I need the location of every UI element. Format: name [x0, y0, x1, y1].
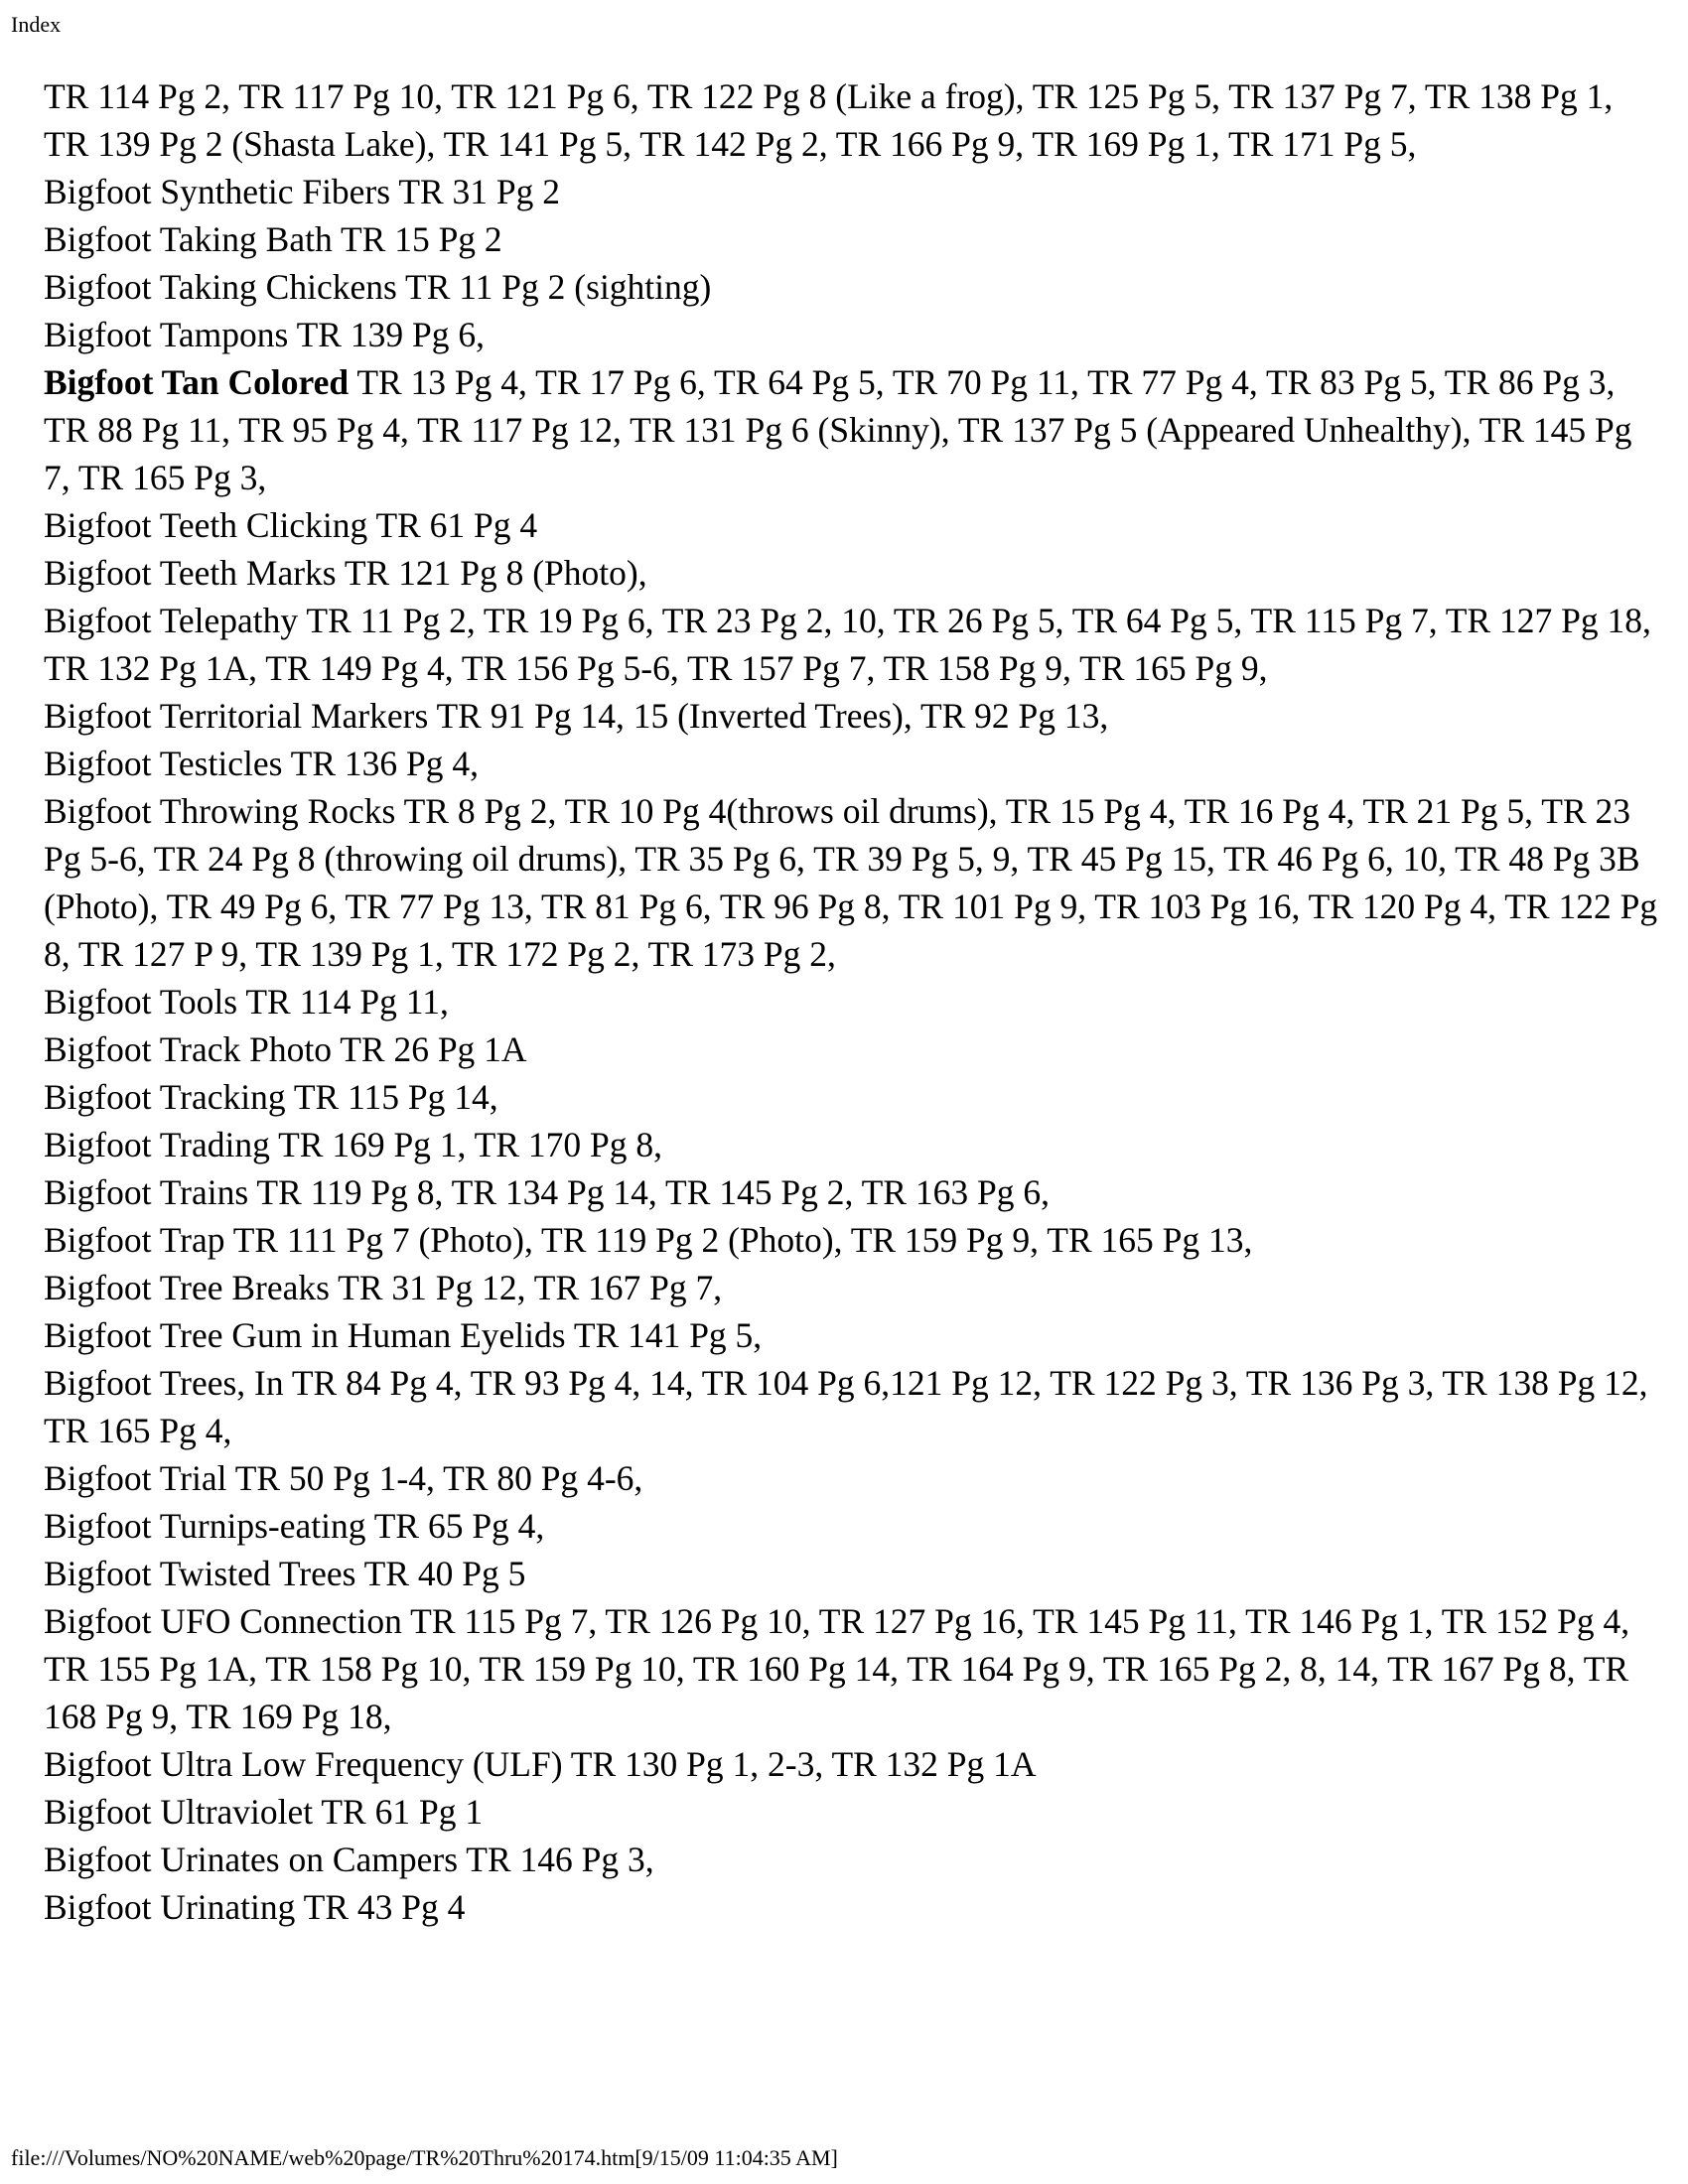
- index-entry-term: Bigfoot Taking Chickens: [44, 267, 397, 307]
- index-entry-term: Bigfoot Tree Gum in Human Eyelids: [44, 1315, 566, 1355]
- index-entry-refs: TR 139 Pg 6,: [296, 315, 485, 354]
- index-entry-term: Bigfoot Tools: [44, 982, 238, 1022]
- index-entry-refs: TR 115 Pg 7, TR 126 Pg 10, TR 127 Pg 16, TR 145 Pg 11, TR 146 Pg 1, TR 152 Pg 4, TR 155 Pg 1A, TR 158 Pg 10, TR 159 Pg 10, TR 160 Pg 14, TR 164 Pg 9, TR 165 Pg 2, 8, 14, TR 167 Pg 8, TR 168 Pg 9, TR 169 Pg 18,: [44, 1601, 1630, 1736]
- page-header-title: Index: [11, 12, 62, 37]
- index-entry-term: Bigfoot Tampons: [44, 315, 289, 354]
- index-entry-term: Bigfoot Teeth Clicking: [44, 505, 368, 545]
- index-entry: [44, 549, 1662, 597]
- index-entry-term: Bigfoot Teeth Marks: [44, 553, 337, 593]
- index-entry-refs: TR 11 Pg 2, TR 19 Pg 6, TR 23 Pg 2, 10, TR 26 Pg 5, TR 64 Pg 5, TR 115 Pg 7, TR 127 Pg 18, TR 132 Pg 1A, TR 149 Pg 4, TR 156 Pg 5-6, TR 157 Pg 7, TR 158 Pg 9, TR 165 Pg 9,: [44, 601, 1651, 688]
- index-entry-term: Bigfoot Urinates on Campers: [44, 1840, 459, 1879]
- index-entry: [44, 978, 1662, 1025]
- index-entry-refs: TR 146 Pg 3,: [466, 1840, 654, 1879]
- index-entry: [44, 215, 1662, 263]
- index-entry: [44, 1168, 1662, 1216]
- index-entry: [44, 692, 1662, 740]
- index-entry-list: [44, 72, 1662, 1931]
- index-entry: [44, 1073, 1662, 1121]
- index-entry-refs: TR 40 Pg 5: [363, 1554, 526, 1593]
- index-entry-term: Bigfoot Track Photo: [44, 1029, 332, 1069]
- index-entry: [44, 358, 1662, 501]
- index-entry: [44, 263, 1662, 311]
- index-entry: [44, 1883, 1662, 1931]
- index-entry-refs: TR 65 Pg 4,: [373, 1506, 545, 1546]
- index-entry: [44, 1359, 1662, 1454]
- index-entry-refs: TR 43 Pg 4: [303, 1887, 466, 1927]
- index-entry-term: Bigfoot Trains: [44, 1172, 249, 1212]
- index-entry: [44, 1121, 1662, 1168]
- index-entry-term: Bigfoot Trading: [44, 1125, 270, 1164]
- index-entry-refs: TR 141 Pg 5,: [573, 1315, 763, 1355]
- index-entry-refs: TR 115 Pg 14,: [293, 1077, 498, 1117]
- index-entry: [44, 1550, 1662, 1597]
- index-entry-refs: TR 114 Pg 2, TR 117 Pg 10, TR 121 Pg 6, TR 122 Pg 8 (Like a frog), TR 125 Pg 5, TR 137 Pg 7, TR 138 Pg 1, TR 139 Pg 2 (Shasta Lake), TR 141 Pg 5, TR 142 Pg 2, TR 166 Pg 9, TR 169 Pg 1, TR 171 Pg 5,: [44, 76, 1614, 164]
- page-footer-file-path: file:///Volumes/NO%20NAME/web%20page/TR%20Thru%20174.htm[9/15/09 11:04:35 AM]: [11, 2145, 838, 2170]
- index-entry: [44, 1788, 1662, 1836]
- index-entry-term: Bigfoot Ultra Low Frequency (ULF): [44, 1744, 563, 1784]
- index-entry-refs: TR 111 Pg 7 (Photo), TR 119 Pg 2 (Photo), TR 159 Pg 9, TR 165 Pg 13,: [232, 1220, 1253, 1260]
- index-entry-refs: TR 50 Pg 1-4, TR 80 Pg 4-6,: [234, 1458, 643, 1498]
- index-entry-refs: TR 84 Pg 4, TR 93 Pg 4, 14, TR 104 Pg 6,121 Pg 12, TR 122 Pg 3, TR 136 Pg 3, TR 138 Pg 12, TR 165 Pg 4,: [44, 1363, 1648, 1450]
- index-entry: [44, 168, 1662, 215]
- index-entry-refs: TR 91 Pg 14, 15 (Inverted Trees), TR 92 Pg 13,: [436, 696, 1109, 736]
- index-entry: [44, 1264, 1662, 1311]
- index-entry-term: Bigfoot Tracking: [44, 1077, 286, 1117]
- index-entry-term: Bigfoot Ultraviolet: [44, 1792, 314, 1832]
- index-entry: [44, 1740, 1662, 1788]
- index-entry-refs: TR 15 Pg 2: [340, 219, 502, 259]
- index-entry: [44, 1502, 1662, 1550]
- index-entry-term: Bigfoot Trees, In: [44, 1363, 284, 1403]
- index-entry-refs: TR 61 Pg 1: [321, 1792, 484, 1832]
- index-entry-refs: TR 114 Pg 11,: [245, 982, 449, 1022]
- index-entry: [44, 1311, 1662, 1359]
- index-entry: [44, 597, 1662, 692]
- index-entry-term: Bigfoot Territorial Markers: [44, 696, 429, 736]
- index-entry-refs: TR 130 Pg 1, 2-3, TR 132 Pg 1A: [570, 1744, 1037, 1784]
- index-entry-term: Bigfoot Testicles: [44, 744, 283, 783]
- index-entry-term: Bigfoot Taking Bath: [44, 219, 333, 259]
- index-entry: [44, 740, 1662, 787]
- index-entry-term: Bigfoot Trial: [44, 1458, 227, 1498]
- index-entry-refs: TR 11 Pg 2 (sighting): [405, 267, 712, 307]
- index-entry: [44, 1454, 1662, 1502]
- index-entry-refs: TR 136 Pg 4,: [290, 744, 479, 783]
- index-entry-refs: TR 8 Pg 2, TR 10 Pg 4(throws oil drums), TR 15 Pg 4, TR 16 Pg 4, TR 21 Pg 5, TR 23 Pg 5-6, TR 24 Pg 8 (throwing oil drums), TR 35 Pg 6, TR 39 Pg 5, 9, TR 45 Pg 15, TR 46 Pg 6, 10, TR 48 Pg 3B (Photo), TR 49 Pg 6, TR 77 Pg 13, TR 81 Pg 6, TR 96 Pg 8, TR 101 Pg 9, TR 103 Pg 16, TR 120 Pg 4, TR 122 Pg 8, TR 127 P 9, TR 139 Pg 1, TR 172 Pg 2, TR 173 Pg 2,: [44, 791, 1658, 974]
- index-entry-term: Bigfoot Twisted Trees: [44, 1554, 356, 1593]
- index-entry-term: Bigfoot UFO Connection: [44, 1601, 402, 1641]
- index-entry: [44, 72, 1662, 168]
- index-entry-term: Bigfoot Throwing Rocks: [44, 791, 396, 831]
- index-entry-refs: TR 121 Pg 8 (Photo),: [344, 553, 647, 593]
- index-entry-refs: TR 31 Pg 2: [398, 172, 561, 211]
- index-entry: [44, 1836, 1662, 1883]
- index-entry-term: Bigfoot Trap: [44, 1220, 225, 1260]
- index-entry: [44, 501, 1662, 549]
- index-entry: [44, 787, 1662, 978]
- index-entry: [44, 1597, 1662, 1740]
- index-entry: [44, 1216, 1662, 1264]
- index-entry-term: Bigfoot Telepathy: [44, 601, 299, 640]
- index-entry-refs: TR 26 Pg 1A: [340, 1029, 527, 1069]
- index-entry-refs: TR 13 Pg 4, TR 17 Pg 6, TR 64 Pg 5, TR 70 Pg 11, TR 77 Pg 4, TR 83 Pg 5, TR 86 Pg 3, TR 88 Pg 11, TR 95 Pg 4, TR 117 Pg 12, TR 131 Pg 6 (Skinny), TR 137 Pg 5 (Appeared Unhealthy), TR 145 Pg 7, TR 165 Pg 3,: [44, 362, 1632, 497]
- index-entry-term: Bigfoot Urinating: [44, 1887, 296, 1927]
- index-entry-term: Bigfoot Synthetic Fibers: [44, 172, 391, 211]
- index-entry: [44, 311, 1662, 358]
- index-entry-refs: TR 169 Pg 1, TR 170 Pg 8,: [278, 1125, 663, 1164]
- index-entry-term: Bigfoot Tan Colored: [44, 362, 350, 402]
- index-entry-term: Bigfoot Tree Breaks: [44, 1268, 330, 1307]
- index-entry-refs: TR 31 Pg 12, TR 167 Pg 7,: [338, 1268, 723, 1307]
- index-entry-term: Bigfoot Turnips-eating: [44, 1506, 366, 1546]
- index-entry-refs: TR 119 Pg 8, TR 134 Pg 14, TR 145 Pg 2, TR 163 Pg 6,: [256, 1172, 1050, 1212]
- index-entry-refs: TR 61 Pg 4: [375, 505, 538, 545]
- index-entry: [44, 1025, 1662, 1073]
